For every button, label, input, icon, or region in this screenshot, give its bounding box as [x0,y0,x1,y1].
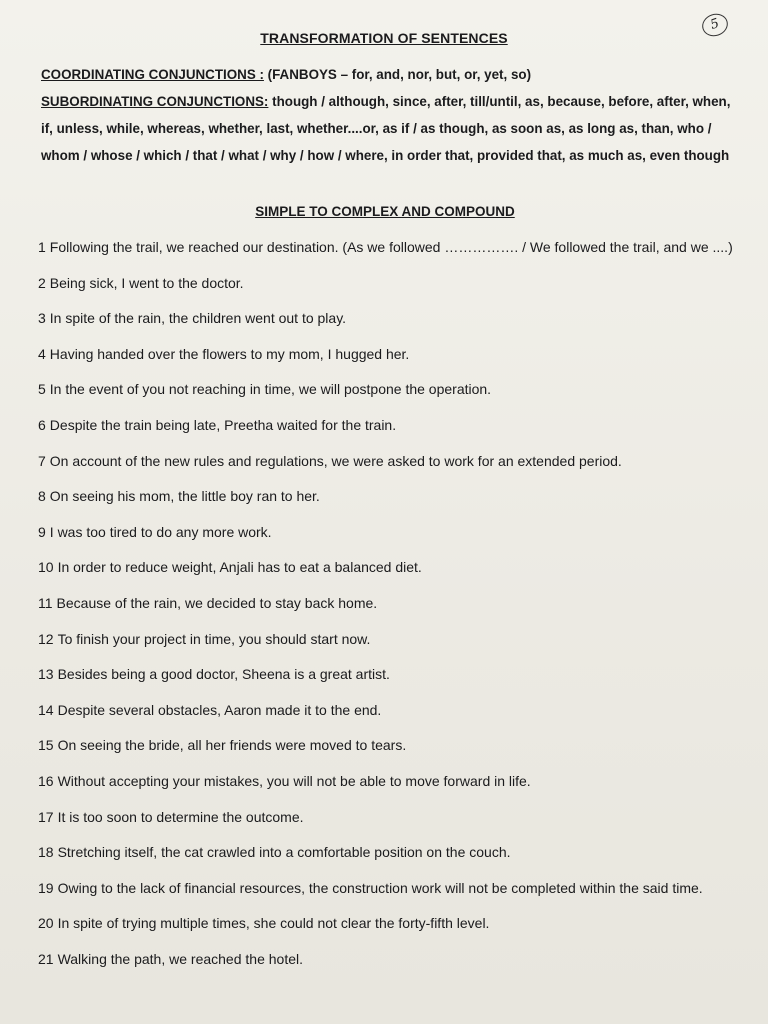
sentence-item [38,234,738,270]
sentence-item [38,804,738,840]
sentence-text: On seeing his mom, the little boy ran to her. [49,488,320,505]
subordinating-conjunctions-rule [41,88,731,169]
sentence-item [38,412,738,448]
sentence-number: 2 [38,274,46,291]
sentence-text: Because of the rain, we decided to stay back home. [56,594,378,611]
sentence-text: In the event of you not reaching in time, we will postpone the operation. [49,381,492,398]
sentence-number: 6 [38,416,46,433]
sentence-text: In order to reduce weight, Anjali has to eat a balanced diet. [57,559,422,576]
sentence-item [38,910,738,946]
sentence-number: 7 [38,452,46,469]
sentence-item [38,483,738,519]
sentence-text: It is too soon to determine the outcome. [57,808,304,825]
sentence-item [38,590,738,626]
sentence-text: Despite the train being late, Preetha waited for the train. [49,416,397,433]
section-title: SIMPLE TO COMPLEX AND COMPOUND [255,204,515,219]
sentence-text: On seeing the bride, all her friends were moved to tears. [57,737,407,754]
sentence-text: Walking the path, we reached the hotel. [57,950,303,967]
sentence-item [38,875,738,911]
sentence-item [38,946,738,982]
sentence-item [38,626,738,662]
coordinating-label: COORDINATING CONJUNCTIONS : [41,67,264,82]
sentence-number: 21 [38,950,54,967]
sentence-text: Having handed over the flowers to my mom, I hugged her. [49,345,410,362]
sentence-number: 9 [38,523,46,540]
sentence-item [38,448,738,484]
sentence-number: 8 [38,488,46,505]
sentence-item [38,732,738,768]
sentence-item [38,519,738,555]
page-number-circle: 5 [699,11,731,40]
sentence-text: Being sick, I went to the doctor. [49,274,244,291]
sentence-item [38,661,738,697]
sentence-number: 13 [38,666,54,683]
sentence-number: 15 [38,737,54,754]
sentence-number: 17 [38,808,54,825]
coordinating-conjunctions-rule [41,61,731,88]
sentence-item [38,697,738,733]
sentence-number: 12 [38,630,54,647]
sentence-text: Owing to the lack of financial resources, the construction work will not be completed within the said time. [57,879,703,896]
sentence-text: Despite several obstacles, Aaron made it to the end. [57,701,382,718]
sentence-item [38,305,738,341]
sentence-text: Besides being a good doctor, Sheena is a great artist. [57,666,390,683]
sentence-number: 16 [38,772,54,789]
sentence-number: 3 [38,310,46,327]
sentence-item [38,839,738,875]
sentence-text: On account of the new rules and regulations, we were asked to work for an extended period. [49,452,622,469]
sentence-item [38,554,738,590]
sentence-text: Following the trail, we reached our destination. (As we followed ……………. / We followed the trail, and we ....) [49,239,733,255]
sentence-number: 4 [38,345,46,362]
subordinating-text: though / although, since, after, till/until, as, because, before, after, when, if, unless, while, whereas, whether, last, whether....or, as if / as though, as soon as, as long as, than, who / whom / whose / which / that / what / why / how / where, in order that, provided that, as much as, even though [41,94,731,163]
sentence-list [38,234,738,981]
sentence-text: I was too tired to do any more work. [49,523,272,540]
sentence-text: In spite of the rain, the children went out to play. [49,310,347,327]
subordinating-label: SUBORDINATING CONJUNCTIONS: [41,94,269,109]
sentence-text: Without accepting your mistakes, you will not be able to move forward in life. [57,772,531,789]
sentence-number: 5 [38,381,46,398]
sentence-number: 1 [38,239,46,255]
coordinating-text: (FANBOYS – for, and, nor, but, or, yet, so) [263,67,532,82]
sentence-item [38,341,738,377]
sentence-number: 18 [38,844,54,861]
sentence-number: 10 [38,559,54,576]
sentence-text: In spite of trying multiple times, she could not clear the forty-fifth level. [57,915,490,932]
page-title: TRANSFORMATION OF SENTENCES [260,30,508,46]
sentence-item [38,768,738,804]
sentence-text: Stretching itself, the cat crawled into a comfortable position on the couch. [57,844,511,861]
sentence-number: 11 [38,594,53,611]
sentence-item [38,376,738,412]
sentence-number: 19 [38,879,54,896]
sentence-item [38,270,738,306]
sentence-number: 14 [38,701,54,718]
sentence-text: To finish your project in time, you should start now. [57,630,371,647]
sentence-number: 20 [38,915,54,932]
